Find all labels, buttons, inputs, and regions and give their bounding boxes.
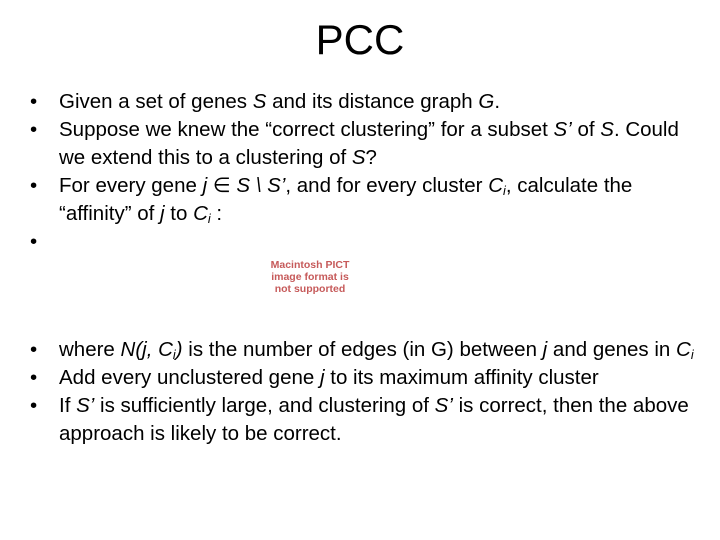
- bullet-item: • Add every unclustered gene j to its maximum affinity cluster: [28, 364, 698, 392]
- bullet-item: • If S’ is sufficiently large, and clustering of S’ is correct, then the above approach is likely to be correct.: [28, 392, 698, 448]
- bullet-item: • where N(j, $C_i$) is the number of edges (in G) between j and genes in $C_i$: [28, 336, 698, 364]
- unsupported-image-placeholder: Macintosh PICT image format is not supported: [270, 259, 350, 295]
- image-gap: [28, 228, 698, 336]
- bullet-item: • Given a set of genes S and its distance graph G.: [28, 88, 698, 116]
- slide-title: PCC: [315, 16, 405, 63]
- bullet-list: [28, 88, 698, 448]
- bullet-item: • Suppose we knew the “correct clustering” for a subset S’ of S. Could we extend this to a clustering of S?: [28, 116, 698, 172]
- bullet-item: • For every gene j ∈ S \ S’, and for every cluster $C_i$, calculate the “affinity” of j to $C_i$ :: [28, 172, 698, 228]
